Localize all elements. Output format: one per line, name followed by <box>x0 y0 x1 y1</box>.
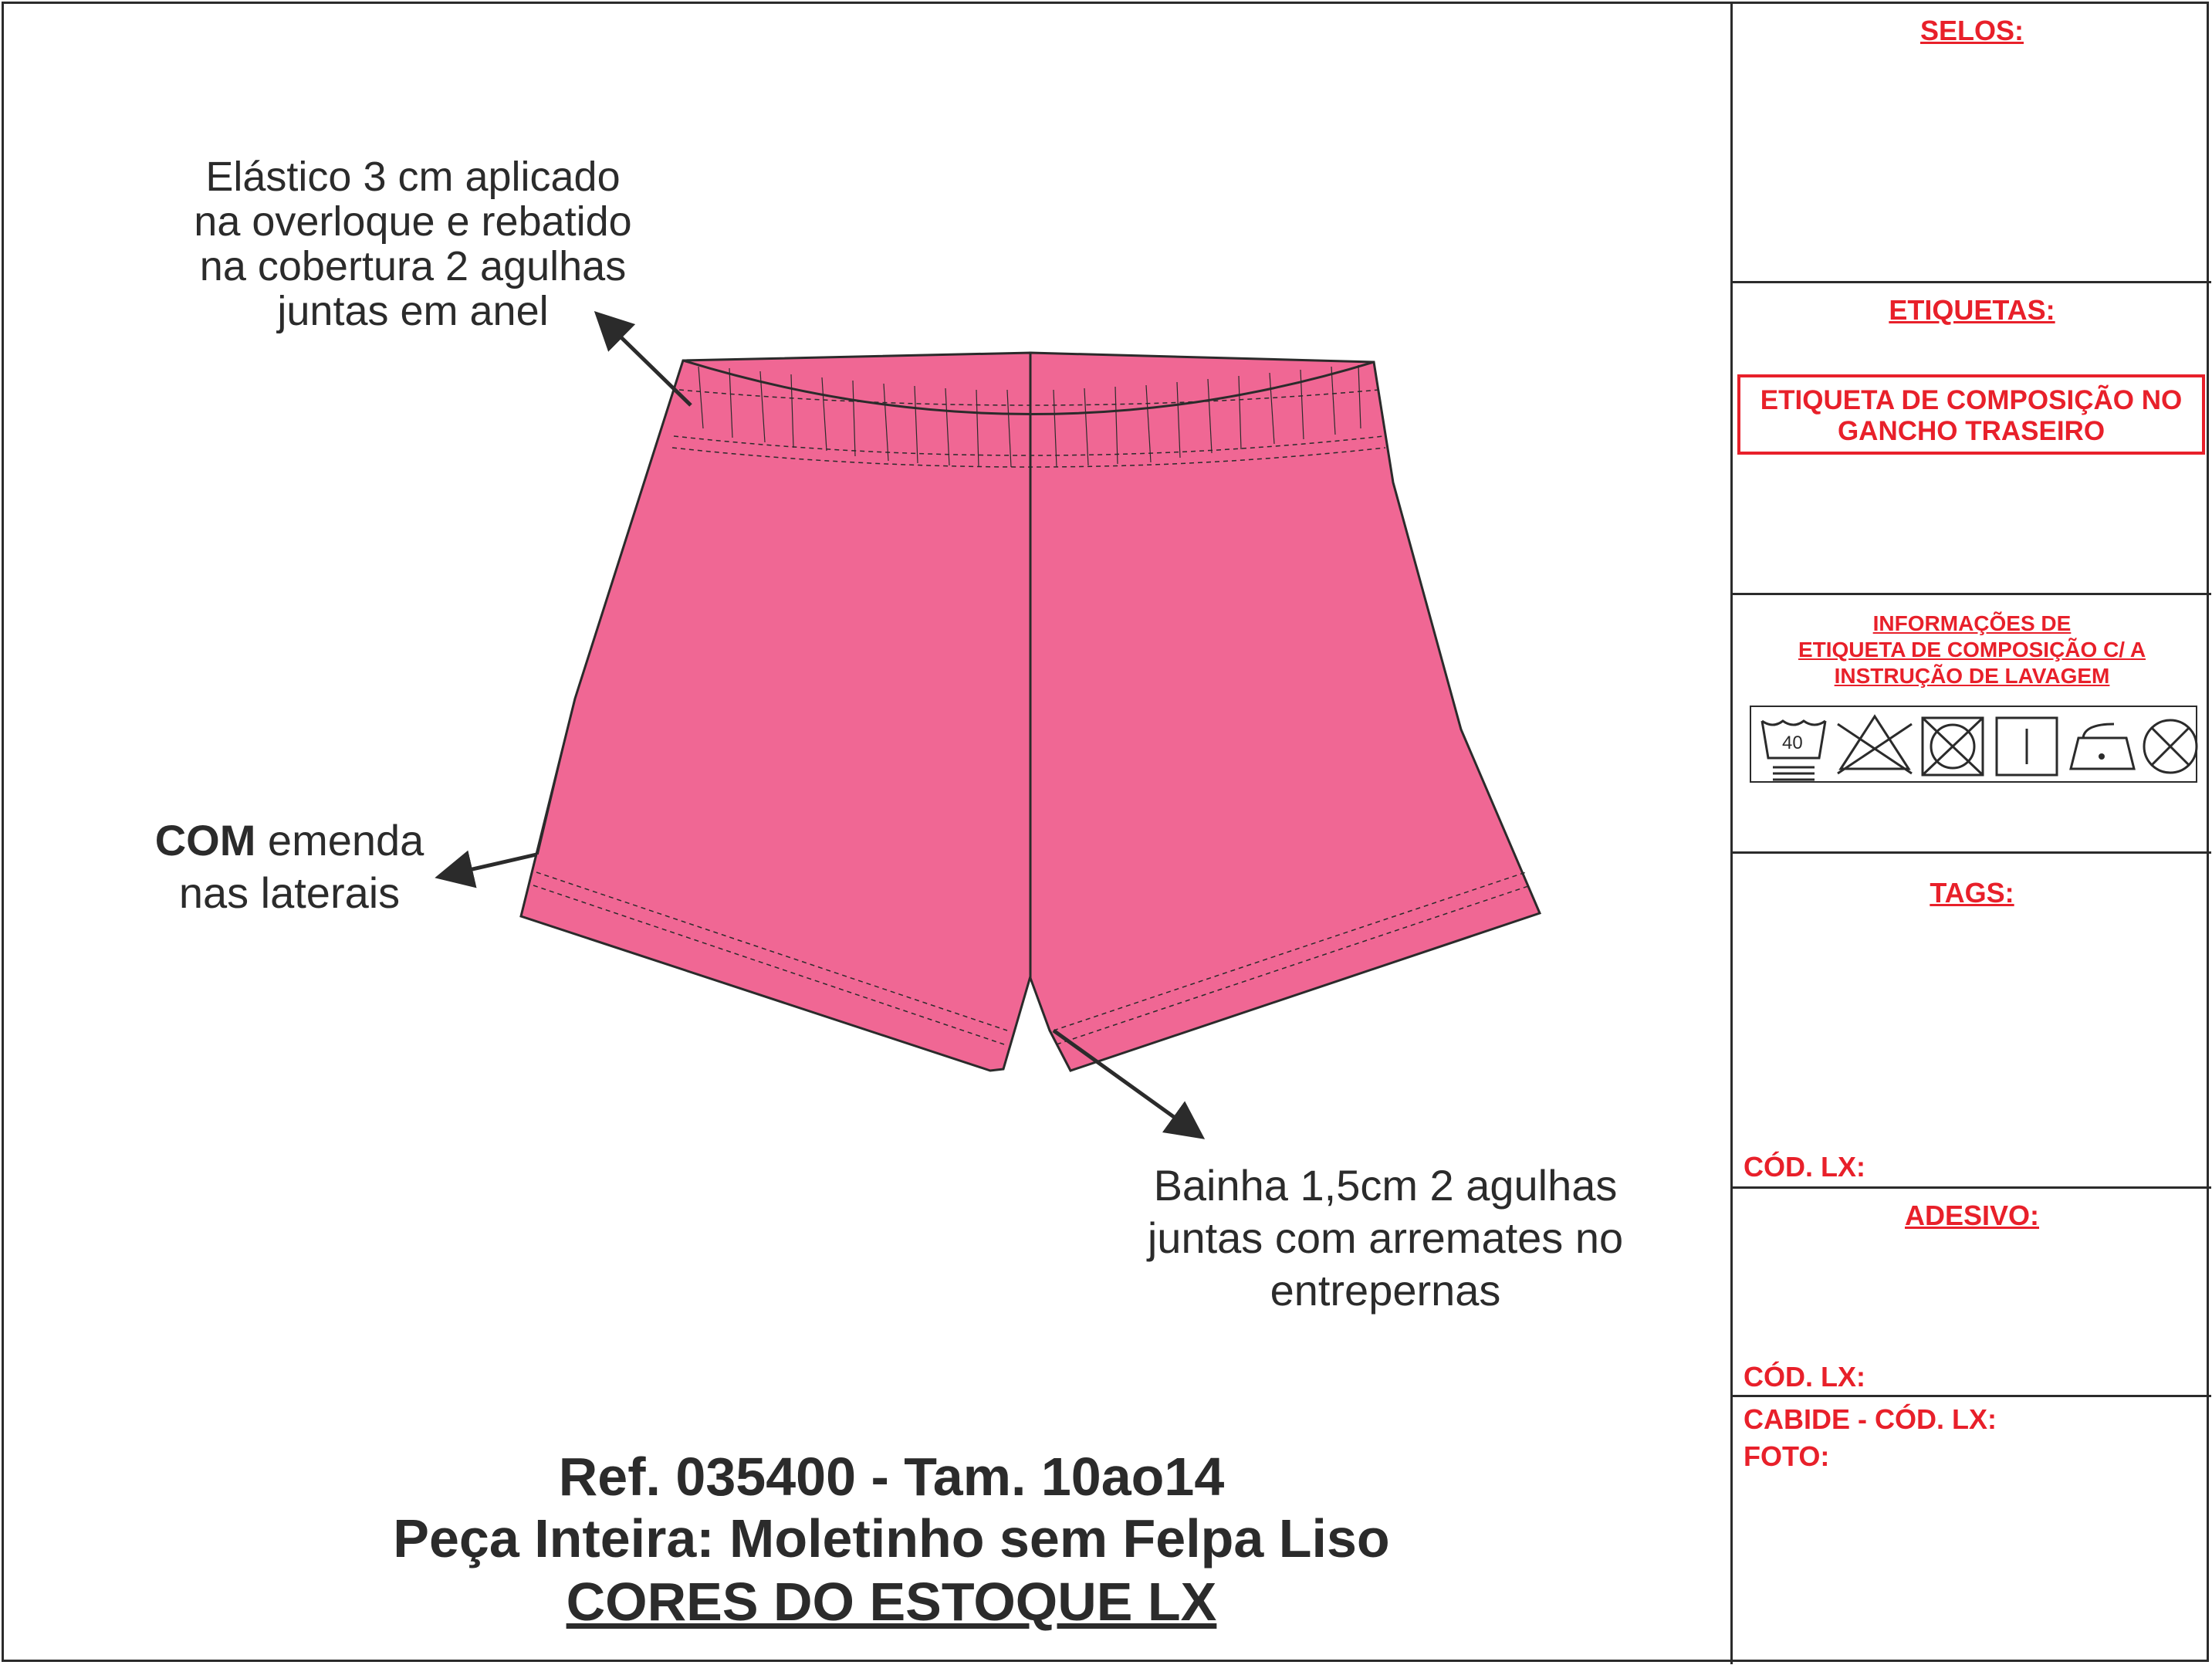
sidebar <box>1730 4 2211 1664</box>
stock-colors: CORES DO ESTOQUE LX <box>566 1572 1217 1632</box>
note-line: na cobertura 2 agulhas <box>199 243 627 289</box>
adesivo-cod-lx: CÓD. LX: <box>1744 1361 1865 1393</box>
note-line: juntas em anel <box>277 288 549 334</box>
care-symbols <box>1751 707 2199 784</box>
adesivo-section <box>1733 1189 2211 1397</box>
note-line: Bainha 1,5cm 2 agulhas <box>1153 1161 1618 1210</box>
side-note-line1 <box>96 814 482 867</box>
adesivo-label: ADESIVO: <box>1904 1200 2040 1231</box>
note-line: Elástico 3 cm aplicado <box>205 154 621 200</box>
etiqueta-box <box>1737 374 2205 455</box>
care-symbols-strip <box>1750 706 2197 783</box>
tech-sheet <box>2 2 2209 1662</box>
tags-section <box>1733 854 2211 1189</box>
care-info-line: ETIQUETA DE COMPOSIÇÃO C/ A <box>1798 638 2146 662</box>
no-dry-clean-icon <box>2144 720 2197 773</box>
selos-label: SELOS: <box>1919 15 2024 46</box>
shorts-left-panel <box>521 353 1030 1071</box>
selos-section <box>1733 4 2211 283</box>
tags-label: TAGS: <box>1930 877 2014 909</box>
shorts-right-panel <box>1030 353 1540 1071</box>
reference-title: Ref. 035400 - Tam. 10ao14 <box>558 1447 1225 1507</box>
care-info-line: INFORMAÇÕES DE <box>1872 611 2072 635</box>
note-line: na overloque e rebatido <box>194 198 632 245</box>
side-seam-note <box>96 814 482 919</box>
side-note-line2: nas laterais <box>178 868 401 917</box>
care-info-line: INSTRUÇÃO DE LAVAGEM <box>1834 664 2110 688</box>
note-line: juntas com arremates no <box>1147 1213 1624 1262</box>
no-tumble-dry-icon <box>1923 718 1983 775</box>
foto-label: FOTO: <box>1744 1440 1830 1472</box>
care-info-section <box>1733 595 2211 854</box>
etiqueta-box-line2: GANCHO TRASEIRO <box>1837 416 2105 446</box>
line-dry-icon <box>1997 718 2057 775</box>
cabide-section <box>1733 1397 2211 1664</box>
wash-temp-label: 40 <box>1782 733 1803 753</box>
iron-low-icon <box>2071 724 2134 769</box>
tags-cod-lx: CÓD. LX: <box>1744 1151 1865 1183</box>
no-bleach-icon <box>1838 716 1912 773</box>
etiqueta-box-line1: ETIQUETA DE COMPOSIÇÃO NO <box>1760 385 2183 415</box>
waistband-note <box>143 154 683 333</box>
hem-note <box>1069 1159 1702 1317</box>
etiquetas-section <box>1733 283 2211 595</box>
side-note-rest: emenda <box>255 816 424 865</box>
note-line: entrepernas <box>1270 1266 1501 1315</box>
piece-description: Peça Inteira: Moletinho sem Felpa Liso <box>393 1508 1390 1569</box>
cabide-label: CABIDE - CÓD. LX: <box>1744 1403 1997 1435</box>
side-note-bold: COM <box>154 816 256 865</box>
etiquetas-label: ETIQUETAS: <box>1889 294 2055 326</box>
care-info-title <box>1733 611 2211 689</box>
